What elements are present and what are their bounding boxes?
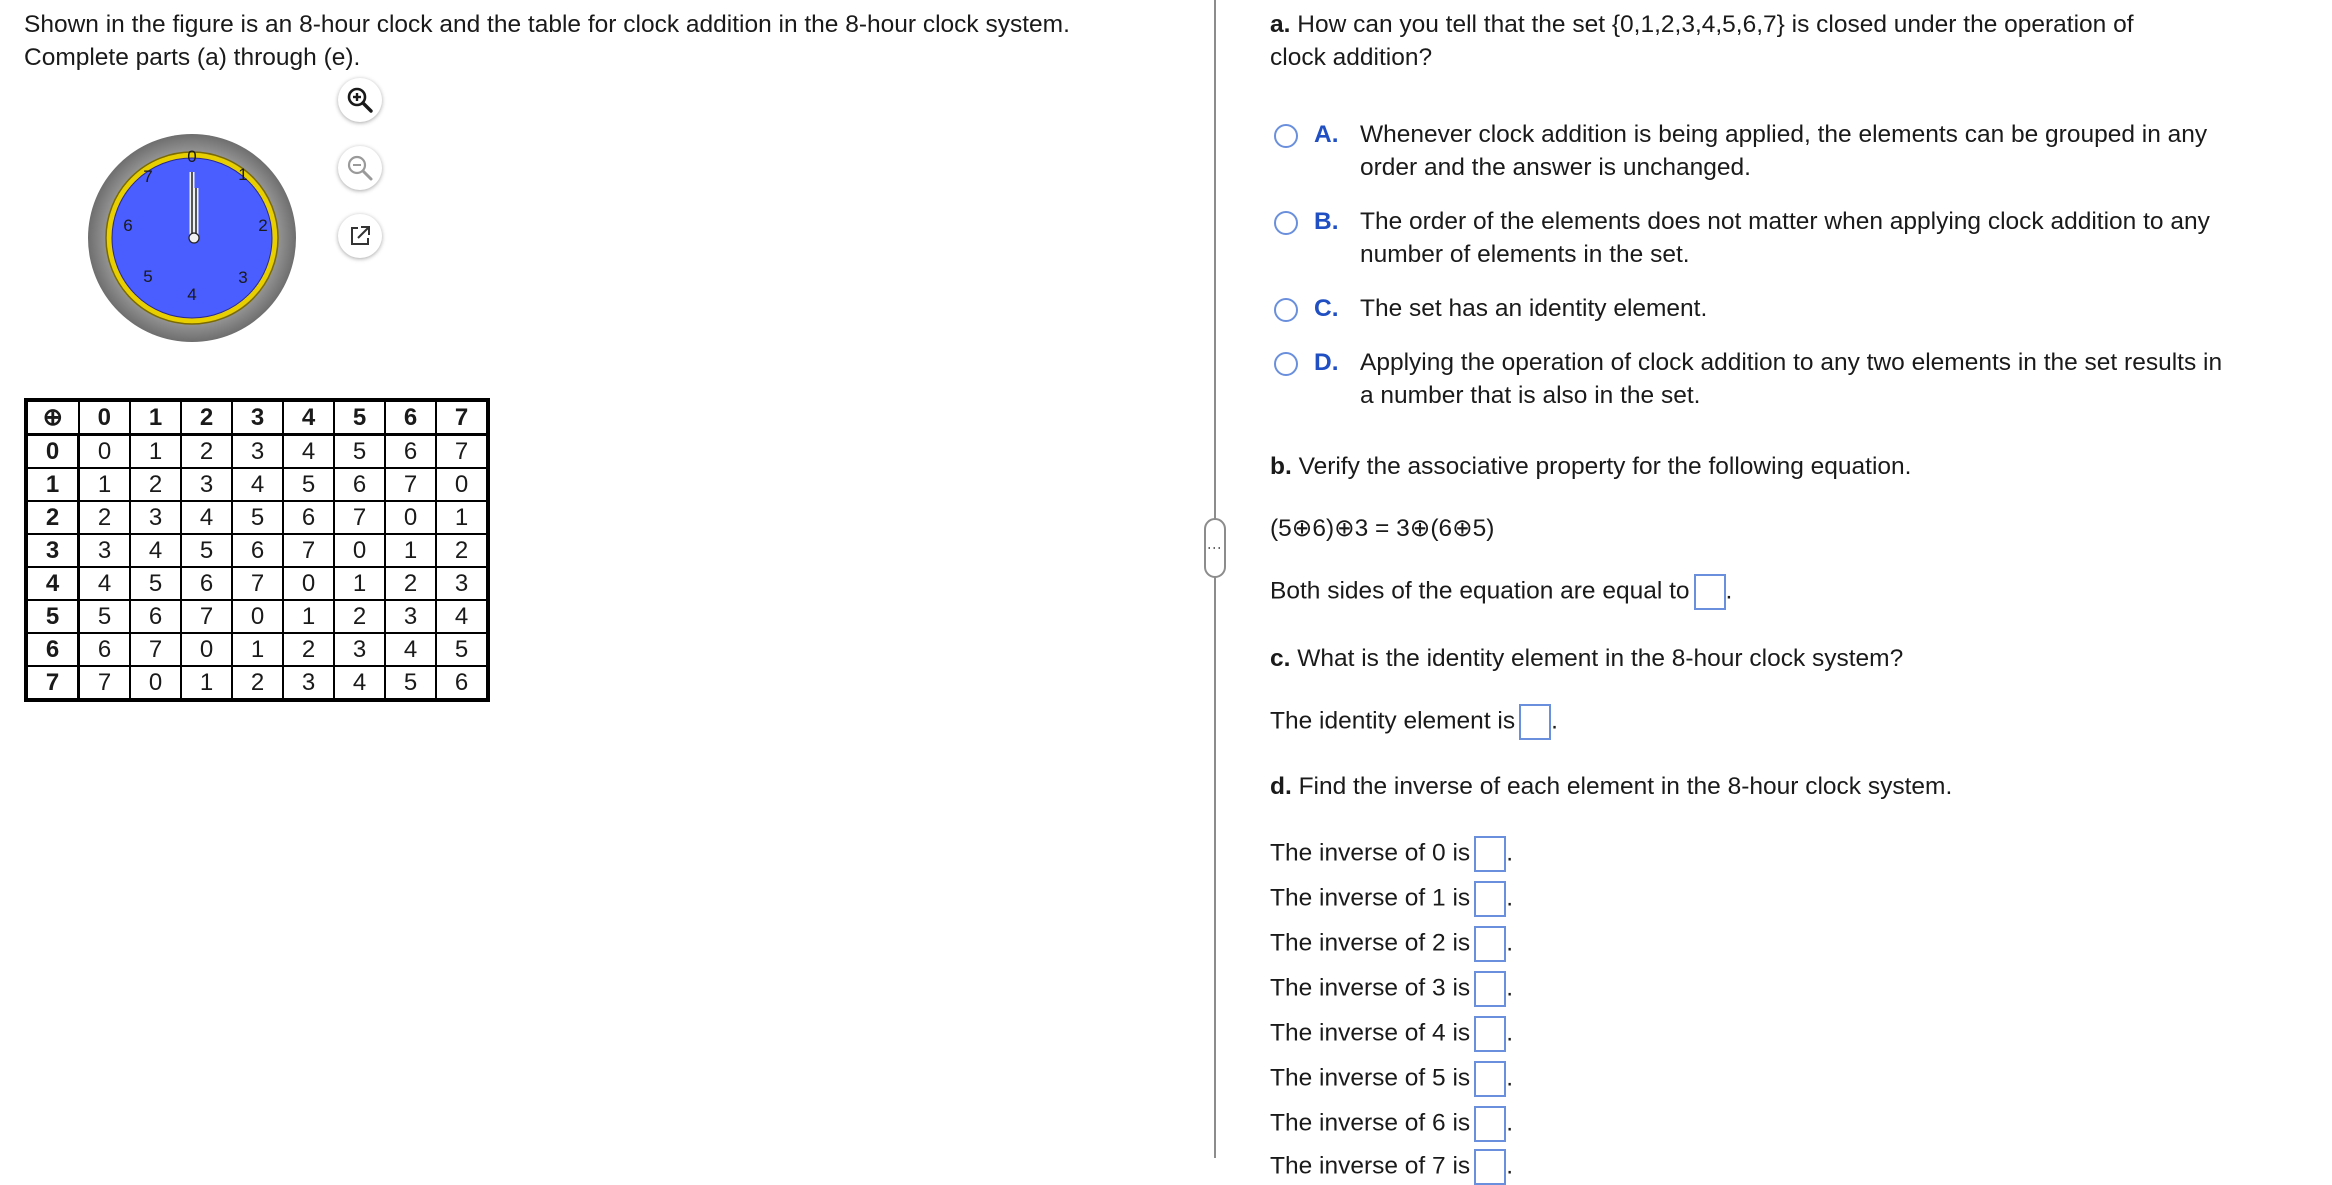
table-cell: 2 (385, 567, 436, 600)
inverse-label: The inverse of 5 is (1270, 1064, 1471, 1092)
intro-line-1: Shown in the figure is an 8-hour clock and the table for clock addition in the 8-hour clock system. (24, 11, 1070, 38)
table-cell: 6 (79, 633, 131, 666)
intro-line-2: Complete parts (a) through (e). (24, 44, 361, 71)
table-cell: 1 (283, 600, 334, 633)
external-link-icon (346, 222, 374, 250)
option-c[interactable] (1270, 292, 2310, 328)
option-b-line-2: number of elements in the set. (1360, 241, 1690, 268)
panel-divider (1214, 0, 1216, 1158)
part-c-answer-input[interactable] (1519, 704, 1551, 740)
table-cell: 5 (436, 633, 488, 666)
table-row (26, 501, 488, 534)
part-b-equation: (5⊕6)⊕3 = 3⊕(6⊕5) (1270, 515, 1495, 542)
option-d-text (1360, 346, 2300, 412)
table-cell: 4 (130, 534, 181, 567)
part-b-answer-suffix: . (1725, 577, 1733, 605)
inverse-suffix: . (1506, 1064, 1513, 1092)
part-d-label: d. (1270, 773, 1292, 800)
table-cell: 7 (334, 501, 385, 534)
zoom-in-icon (345, 85, 375, 115)
table-cell: 6 (130, 600, 181, 633)
clock-number-3: 3 (238, 268, 248, 287)
table-cell: 2 (334, 600, 385, 633)
table-cell: 5 (79, 600, 131, 633)
table-cell: 4 (334, 666, 385, 700)
part-c-answer-prefix: The identity element is (1270, 707, 1516, 735)
table-cell: 3 (385, 600, 436, 633)
table-cell: 7 (436, 435, 488, 469)
part-b-question-text: Verify the associative property for the following equation. (1298, 453, 1912, 480)
table-cell: 5 (232, 501, 283, 534)
table-cell: 6 (232, 534, 283, 567)
col-header: 3 (232, 400, 283, 435)
option-a[interactable] (1270, 118, 2310, 188)
table-cell: 7 (181, 600, 232, 633)
option-b-radio[interactable] (1274, 211, 1298, 235)
table-cell: 2 (436, 534, 488, 567)
drag-handle-icon: ⋮ (1207, 541, 1223, 555)
table-cell: 1 (79, 468, 131, 501)
option-b-text (1360, 205, 2300, 271)
col-header: 1 (130, 400, 181, 435)
inverse-4-input[interactable] (1474, 1016, 1506, 1052)
option-c-text (1360, 292, 2300, 325)
option-b-letter: B. (1314, 208, 1339, 235)
option-c-radio[interactable] (1274, 298, 1298, 322)
inverse-1-input[interactable] (1474, 881, 1506, 917)
table-cell: 1 (334, 567, 385, 600)
inverse-3-input[interactable] (1474, 971, 1506, 1007)
open-in-new-window-button[interactable] (338, 214, 382, 258)
inverse-6-input[interactable] (1474, 1106, 1506, 1142)
option-b[interactable] (1270, 205, 2310, 275)
part-d-question (1270, 770, 1952, 803)
table-cell: 6 (181, 567, 232, 600)
table-cell: 2 (232, 666, 283, 700)
option-a-text (1360, 118, 2300, 184)
part-b-answer-prefix: Both sides of the equation are equal to (1270, 577, 1690, 605)
inverse-suffix: . (1506, 839, 1513, 867)
inverse-row-7-clipped (1270, 1152, 1570, 1180)
table-cell: 0 (436, 468, 488, 501)
part-c-question-text: What is the identity element in the 8-hour clock system? (1297, 645, 1904, 672)
option-a-letter: A. (1314, 121, 1339, 148)
zoom-out-button[interactable] (338, 146, 382, 190)
row-header: 0 (26, 435, 79, 469)
inverse-row-2 (1270, 926, 1513, 966)
table-cell: 1 (181, 666, 232, 700)
row-header: 5 (26, 600, 79, 633)
part-b-answer-input[interactable] (1694, 574, 1726, 610)
inverse-2-input[interactable] (1474, 926, 1506, 962)
option-a-radio[interactable] (1274, 124, 1298, 148)
row-header: 3 (26, 534, 79, 567)
table-cell: 4 (79, 567, 131, 600)
part-a-label: a. (1270, 11, 1291, 38)
clock-number-0: 0 (187, 147, 197, 166)
table-row (26, 567, 488, 600)
part-c-answer-suffix: . (1551, 707, 1558, 735)
inverse-label: The inverse of 4 is (1270, 1019, 1471, 1047)
table-cell: 4 (436, 600, 488, 633)
table-cell: 3 (334, 633, 385, 666)
part-c-label: c. (1270, 645, 1291, 672)
inverse-row-4 (1270, 1016, 1513, 1056)
table-cell: 4 (283, 435, 334, 469)
table-cell: 5 (181, 534, 232, 567)
inverse-7-input[interactable] (1474, 1149, 1506, 1185)
table-cell: 6 (385, 435, 436, 469)
table-cell: 2 (130, 468, 181, 501)
zoom-in-button[interactable] (338, 78, 382, 122)
table-cell: 0 (283, 567, 334, 600)
table-cell: 0 (385, 501, 436, 534)
table-cell: 7 (79, 666, 131, 700)
part-b-question (1270, 450, 1911, 483)
zoom-out-icon (345, 153, 375, 183)
table-cell: 5 (130, 567, 181, 600)
table-cell: 7 (385, 468, 436, 501)
option-c-line-1: The set has an identity element. (1360, 295, 1708, 322)
row-header: 6 (26, 633, 79, 666)
option-a-line-2: order and the answer is unchanged. (1360, 154, 1751, 181)
table-cell: 3 (283, 666, 334, 700)
inverse-row-5 (1270, 1061, 1513, 1101)
table-cell: 4 (232, 468, 283, 501)
table-row (26, 534, 488, 567)
inverse-row-1 (1270, 881, 1513, 921)
table-cell: 6 (436, 666, 488, 700)
table-row (26, 435, 488, 469)
table-cell: 7 (232, 567, 283, 600)
table-cell: 6 (283, 501, 334, 534)
table-cell: 5 (283, 468, 334, 501)
table-cell: 7 (283, 534, 334, 567)
part-b-label: b. (1270, 453, 1292, 480)
table-cell: 2 (79, 501, 131, 534)
part-c-question (1270, 642, 1903, 675)
inverse-0-input[interactable] (1474, 836, 1506, 872)
table-cell: 1 (232, 633, 283, 666)
table-cell: 3 (130, 501, 181, 534)
table-cell: 0 (232, 600, 283, 633)
table-cell: 2 (181, 435, 232, 469)
table-cell: 4 (181, 501, 232, 534)
table-cell: 1 (436, 501, 488, 534)
clock-number-2: 2 (258, 216, 268, 235)
row-header: 7 (26, 666, 79, 700)
col-header: 7 (436, 400, 488, 435)
row-header: 2 (26, 501, 79, 534)
part-d-question-text: Find the inverse of each element in the 8-hour clock system. (1298, 773, 1953, 800)
option-d-radio[interactable] (1274, 352, 1298, 376)
inverse-row-3 (1270, 971, 1513, 1011)
option-a-line-1: Whenever clock addition is being applied, the elements can be grouped in any (1360, 121, 2208, 148)
inverse-suffix: . (1506, 1152, 1513, 1180)
table-cell: 5 (334, 435, 385, 469)
panel-resize-handle[interactable] (1204, 518, 1226, 578)
inverse-suffix: . (1506, 1019, 1513, 1047)
table-cell: 1 (130, 435, 181, 469)
row-header: 4 (26, 567, 79, 600)
col-header: 4 (283, 400, 334, 435)
col-header: 0 (79, 400, 131, 435)
part-a-question-line-2: clock addition? (1270, 44, 1433, 71)
option-d[interactable] (1270, 346, 2310, 416)
clock-number-5: 5 (143, 267, 153, 286)
clock-number-6: 6 (123, 216, 133, 235)
inverse-label: The inverse of 2 is (1270, 929, 1471, 957)
table-cell: 4 (385, 633, 436, 666)
inverse-suffix: . (1506, 929, 1513, 957)
table-cell: 3 (436, 567, 488, 600)
inverse-label: The inverse of 1 is (1270, 884, 1471, 912)
option-d-line-1: Applying the operation of clock addition to any two elements in the set results in (1360, 349, 2223, 376)
table-row (26, 666, 488, 700)
table-cell: 7 (130, 633, 181, 666)
part-c-answer-row (1270, 704, 1558, 740)
part-a-question-line-1: How can you tell that the set {0,1,2,3,4,5,6,7} is closed under the operation of (1297, 11, 2134, 38)
inverse-label: The inverse of 0 is (1270, 839, 1471, 867)
col-header: 5 (334, 400, 385, 435)
problem-intro (24, 8, 1184, 74)
inverse-label: The inverse of 7 is (1270, 1152, 1471, 1180)
part-a-question (1270, 8, 2134, 74)
table-cell: 0 (130, 666, 181, 700)
option-c-letter: C. (1314, 295, 1339, 322)
table-cell: 3 (181, 468, 232, 501)
table-cell: 1 (385, 534, 436, 567)
inverse-5-input[interactable] (1474, 1061, 1506, 1097)
table-cell: 2 (283, 633, 334, 666)
table-row (26, 633, 488, 666)
table-cell: 0 (334, 534, 385, 567)
table-cell: 5 (385, 666, 436, 700)
inverse-suffix: . (1506, 1109, 1513, 1137)
clock-addition-table (24, 398, 490, 702)
clock-number-1: 1 (238, 165, 248, 184)
table-cell: 3 (79, 534, 131, 567)
col-header: 2 (181, 400, 232, 435)
table-row (26, 600, 488, 633)
inverse-label: The inverse of 3 is (1270, 974, 1471, 1002)
inverse-row-7 (1270, 1149, 1513, 1185)
option-b-line-1: The order of the elements does not matter when applying clock addition to any (1360, 208, 2210, 235)
table-corner-operator: ⊕ (26, 400, 79, 435)
inverse-row-6 (1270, 1106, 1513, 1146)
part-b-answer-row (1270, 574, 1732, 610)
table-cell: 0 (79, 435, 131, 469)
clock-number-7: 7 (143, 167, 153, 186)
option-d-letter: D. (1314, 349, 1339, 376)
table-cell: 3 (232, 435, 283, 469)
inverse-suffix: . (1506, 974, 1513, 1002)
inverse-suffix: . (1506, 884, 1513, 912)
option-d-line-2: a number that is also in the set. (1360, 382, 1701, 409)
table-cell: 0 (181, 633, 232, 666)
clock-number-4: 4 (187, 285, 197, 304)
table-row (26, 468, 488, 501)
inverse-row-0 (1270, 836, 1513, 876)
table-header-row (26, 400, 488, 435)
eight-hour-clock (80, 130, 320, 340)
col-header: 6 (385, 400, 436, 435)
row-header: 1 (26, 468, 79, 501)
inverse-label: The inverse of 6 is (1270, 1109, 1471, 1137)
table-cell: 6 (334, 468, 385, 501)
